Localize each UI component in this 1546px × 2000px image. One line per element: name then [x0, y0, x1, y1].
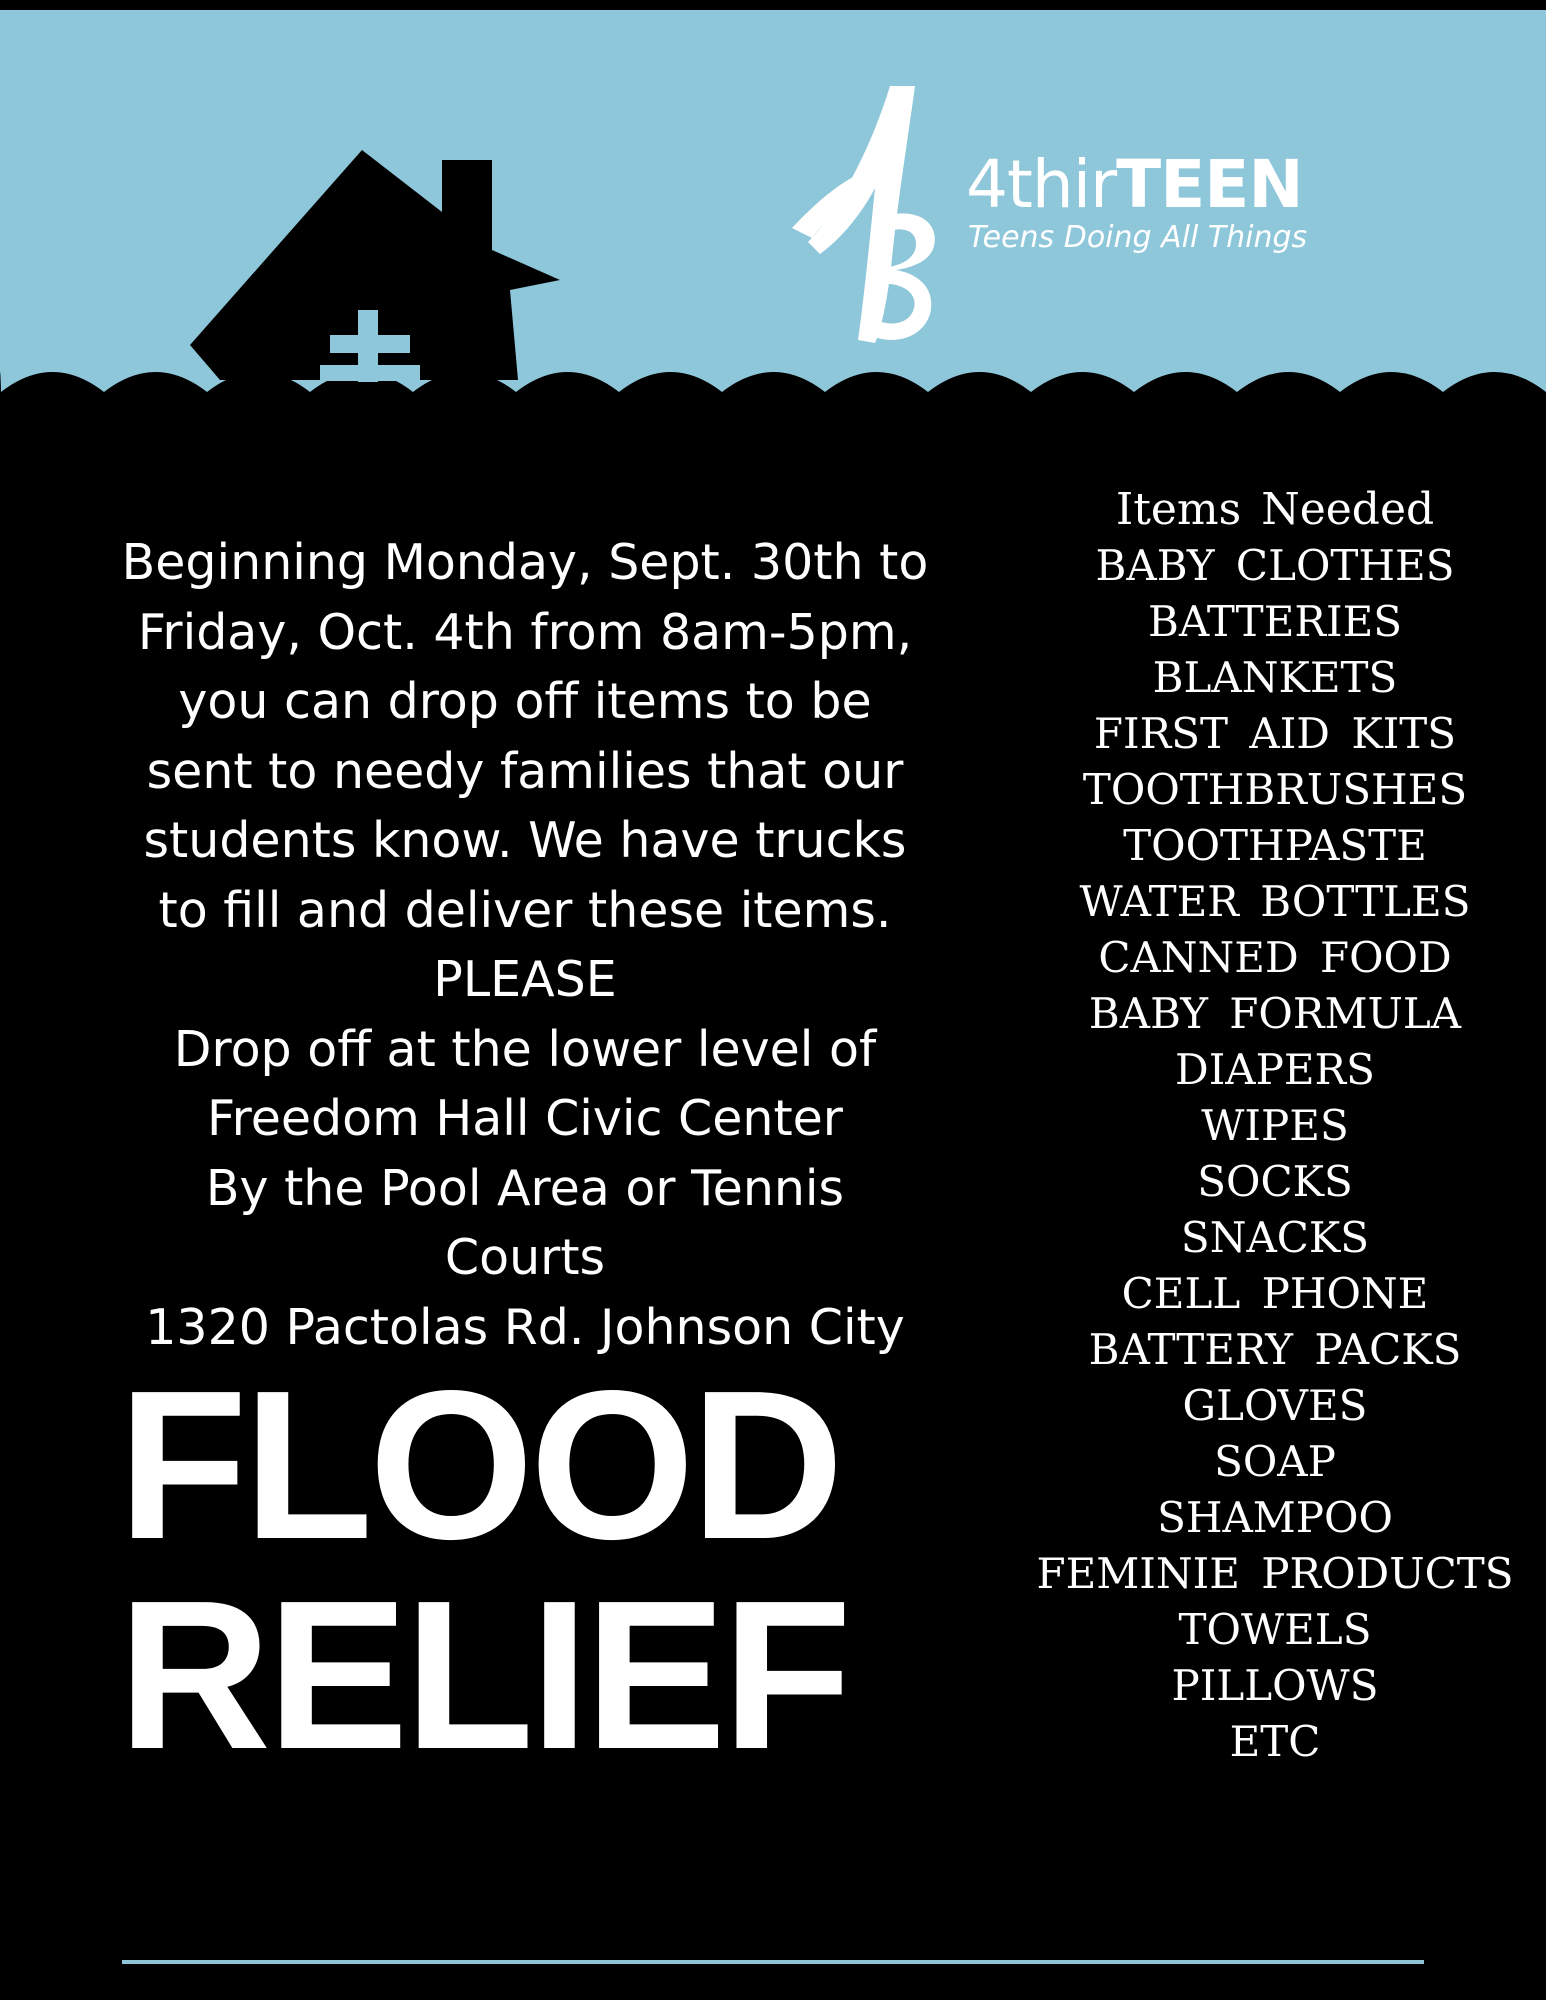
- flood-relief-headline: [118, 1346, 848, 1793]
- list-item: CELL PHONE: [1121, 1269, 1429, 1318]
- info-line: you can drop off items to be: [178, 673, 872, 730]
- headline-line-1: FLOOD: [118, 1346, 840, 1583]
- list-item: FEMINIE PRODUCTS: [1036, 1549, 1514, 1598]
- headline-line-2: RELIEF: [118, 1556, 848, 1793]
- info-line: Friday, Oct. 4th from 8am-5pm,: [137, 603, 913, 661]
- info-line: to fill and deliver these items.: [158, 881, 892, 939]
- items-needed-title: Items Needed: [1115, 484, 1435, 535]
- info-line: Drop off at the lower level of: [173, 1020, 877, 1078]
- list-item: BATTERY PACKS: [1088, 1325, 1462, 1374]
- info-line: Beginning Monday, Sept. 30th to: [121, 534, 929, 591]
- 4thirteen-logo-icon: [780, 78, 950, 348]
- brand-tagline: Teens Doing All Things: [968, 220, 1308, 255]
- list-item: SOCKS: [1197, 1157, 1353, 1206]
- dropoff-info: [60, 528, 990, 1362]
- brand-name: [966, 145, 1303, 225]
- list-item: PILLOWS: [1171, 1661, 1379, 1710]
- info-line: students know. We have trucks: [143, 812, 907, 869]
- info-line: 1320 Pactolas Rd. Johnson City: [145, 1298, 905, 1356]
- list-item: BLANKETS: [1152, 653, 1398, 702]
- list-item: WIPES: [1201, 1101, 1349, 1150]
- list-item: ETC: [1229, 1717, 1321, 1766]
- items-needed-panel: [1030, 482, 1520, 1770]
- list-item: SOAP: [1214, 1437, 1336, 1486]
- brand-name-light: 4thir: [966, 146, 1117, 223]
- info-line: By the Pool Area or Tennis: [205, 1159, 845, 1217]
- info-line: sent to needy families that our: [146, 742, 904, 800]
- list-item: TOWELS: [1178, 1605, 1372, 1654]
- list-item: GLOVES: [1182, 1381, 1368, 1430]
- list-item: WATER BOTTLES: [1079, 877, 1471, 926]
- flooded-house-icon: [180, 140, 580, 400]
- brand-name-bold: TEEN: [1116, 146, 1303, 223]
- info-line: Freedom Hall Civic Center: [207, 1090, 843, 1147]
- list-item: CANNED FOOD: [1098, 933, 1452, 982]
- info-line: Courts: [444, 1229, 606, 1286]
- list-item: SHAMPOO: [1157, 1493, 1393, 1542]
- footer-divider: [122, 1960, 1424, 1964]
- list-item: BABY CLOTHES: [1095, 541, 1455, 590]
- info-line: PLEASE: [433, 951, 617, 1008]
- list-item: TOOTHPASTE: [1123, 821, 1427, 870]
- list-item: BATTERIES: [1147, 597, 1402, 646]
- list-item: BABY FORMULA: [1088, 989, 1462, 1038]
- list-item: SNACKS: [1180, 1213, 1370, 1262]
- list-item: TOOTHBRUSHES: [1082, 765, 1468, 814]
- list-item: DIAPERS: [1175, 1045, 1375, 1094]
- list-item: FIRST AID KITS: [1093, 709, 1457, 758]
- items-needed-list: [1030, 538, 1520, 1770]
